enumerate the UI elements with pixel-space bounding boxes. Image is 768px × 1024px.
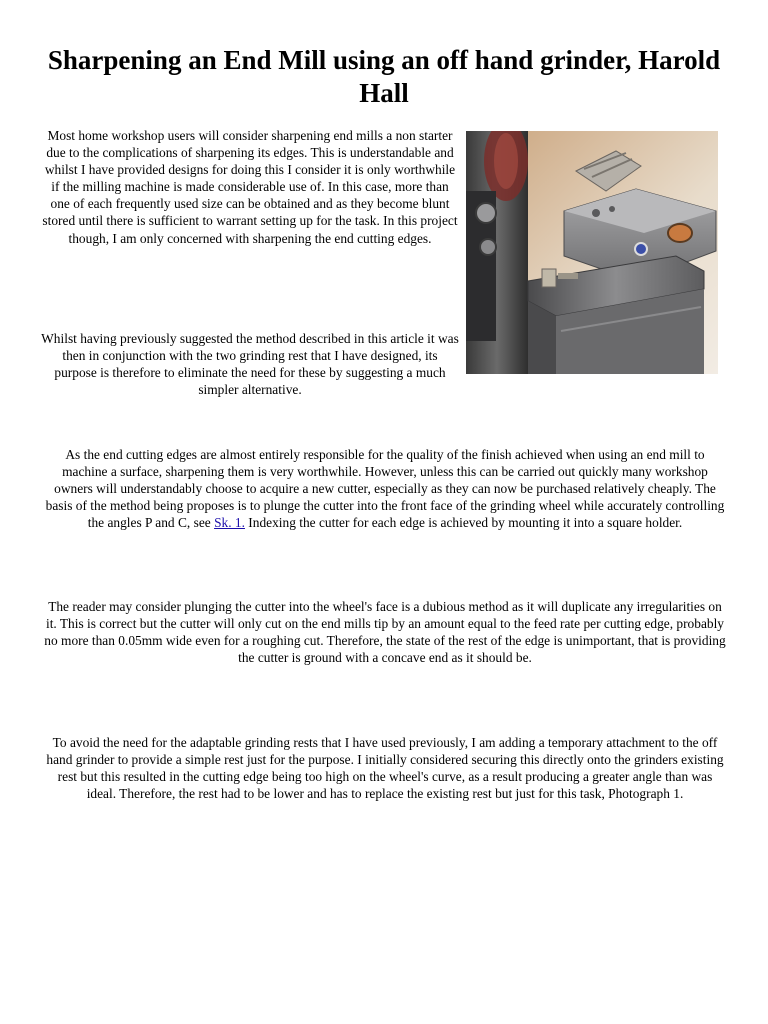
grinder-rest-photo — [466, 131, 718, 374]
paragraph-plunging-method: The reader may consider plunging the cutter into the wheel's face is a dubious method as it will duplicate any irregularities on it. This is correct but the cutter will only cut on the end mills tip by an amount equal to the feed rate per cutting edge, probably no more than 0.05mm wide even for a roughing cut. Therefore, the state of the rest of the edge is unimportant, that is providing the cutter is ground with a concave end as it should be. — [44, 599, 726, 666]
paragraph-text-end: Indexing the cutter for each edge is achieved by mounting it into a square holder. — [244, 515, 683, 531]
document-title: Sharpening an End Mill using an off hand grinder, Harold Hall — [47, 45, 721, 108]
paragraph-intro: Most home workshop users will consider sharpening end mills a non starter due to the complications of sharpening its edges. This is understandable and whilst I have provided designs for doing this I consider it is only worthwhile if the milling machine is made considerable use of. In this case, more than one of each frequently used size can be obtained and as they become blunt stored until there is sufficient to warrant setting up for the task. In this project though, I am only concerned with sharpening the end cutting edges. — [42, 128, 458, 246]
paragraph-temporary-rest: To avoid the need for the adaptable grinding rests that I have used previously, I am adding a temporary attachment to the off hand grinder to provide a simple rest just for the purpose. I initially considered securing this directly onto the grinders existing rest but this resulted in the cutting edge being too high on the wheel's curve, as a result producing a greater angle than was ideal. Therefore, the rest had to be lower and has to replace the existing rest but just for this task, Photograph 1. — [46, 735, 724, 802]
sketch-1-link[interactable]: Sk. 1. — [214, 515, 245, 531]
paragraph-end-cutting-edges — [42, 446, 728, 531]
paragraph-text-start: As the end cutting edges are almost entirely responsible for the quality of the finish achieved when using an end mill to machine a surface, sharpening them is very worthwhile. However, unless this can be carried out quickly many workshop owners will understandably choose to acquire a new cutter, especially as they can now be purchased relatively cheaply. The basis of the method being proposes is to plunge the cutter into the front face of the grinding wheel while accurately controlling the angles P and C, see — [45, 447, 725, 531]
photo-illustration — [466, 131, 718, 374]
paragraph-method-background: Whilst having previously suggested the method described in this article it was then in conjunction with the two grinding rest that I have designed, its purpose is therefore to eliminate the need for these by suggesting a much simpler alternative. — [41, 331, 459, 398]
